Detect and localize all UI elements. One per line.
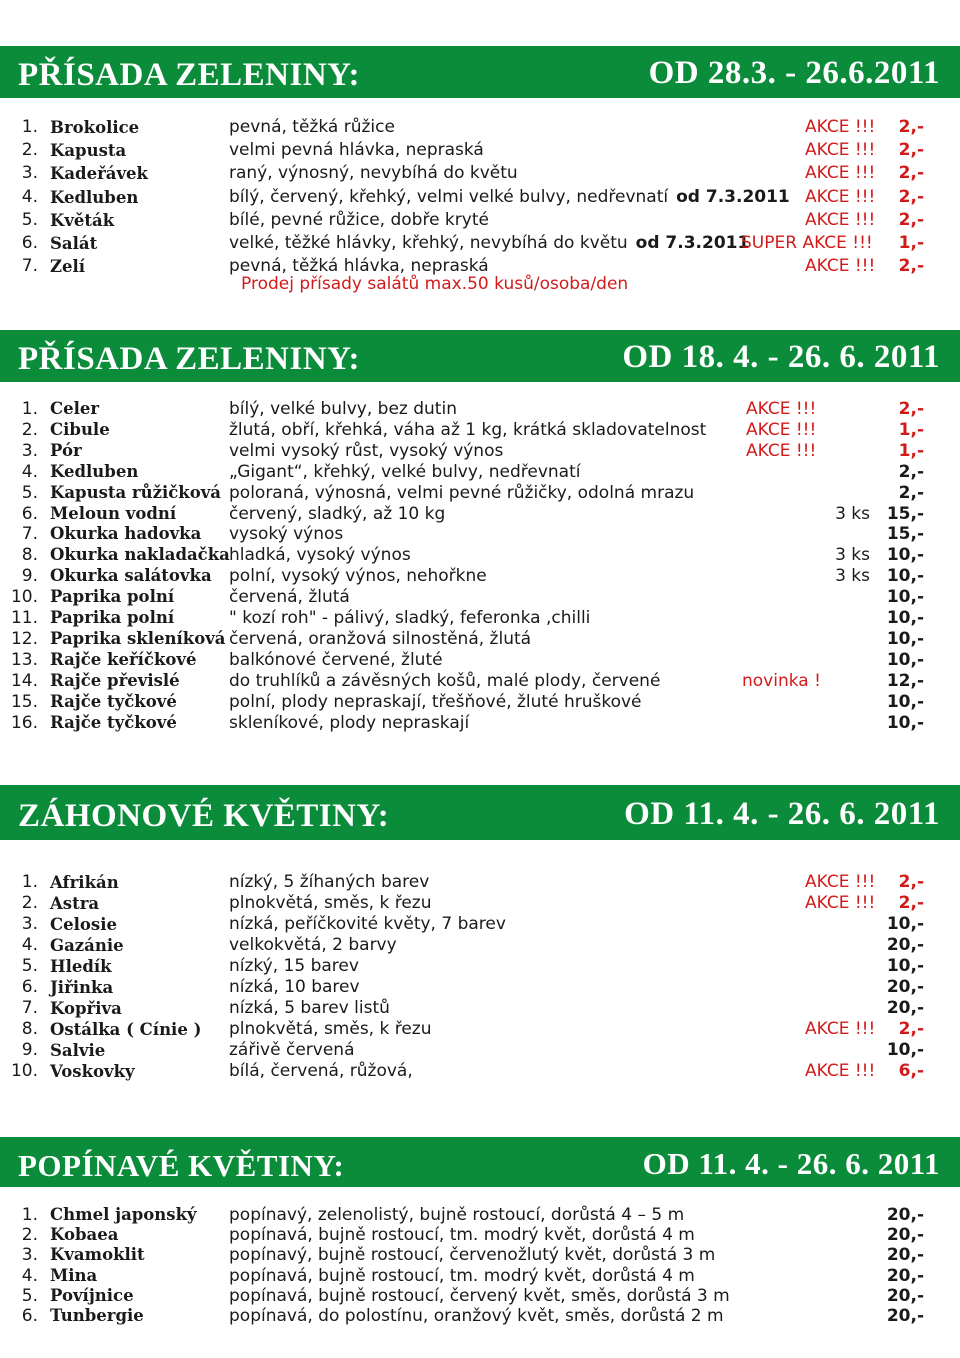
item-description-text: plnokvětá, směs, k řezu xyxy=(229,893,432,913)
item-number: 2. xyxy=(21,893,38,913)
item-description xyxy=(229,1061,413,1082)
item-description xyxy=(229,692,642,713)
item-number: 4. xyxy=(21,186,38,207)
item-price: 10,- xyxy=(886,566,924,587)
list-item xyxy=(0,629,960,650)
item-price: 2,- xyxy=(898,117,924,137)
list-item xyxy=(0,116,960,139)
item-name: Mina xyxy=(50,1265,98,1285)
item-name: Cibule xyxy=(50,419,110,439)
item-description xyxy=(229,209,489,232)
item-description xyxy=(229,1266,695,1286)
item-description-text: skleníkové, plody nepraskají xyxy=(229,712,470,733)
item-name: Kobaea xyxy=(50,1225,119,1245)
item-name: Kadeřávek xyxy=(50,164,148,184)
list-item xyxy=(0,139,960,162)
item-name: Salát xyxy=(50,234,98,253)
item-quantity: 3 ks xyxy=(835,545,870,566)
item-number: 5. xyxy=(21,209,38,230)
item-name: Ostálka ( Cínie ) xyxy=(50,1020,202,1039)
list-item xyxy=(0,998,960,1019)
item-number: 2. xyxy=(21,419,38,440)
item-description xyxy=(229,629,531,650)
item-price: 20,- xyxy=(886,1306,924,1326)
section-title: POPÍNAVÉ KVĚTINY: xyxy=(18,1148,345,1184)
list-item xyxy=(0,1019,960,1040)
item-name: Rajče tyčkové xyxy=(50,712,177,732)
item-number: 15. xyxy=(10,691,38,712)
list-item xyxy=(0,608,960,629)
list-item xyxy=(0,232,960,255)
item-description-text: zářivě červená xyxy=(229,1040,355,1060)
item-price: 10,- xyxy=(886,914,924,934)
item-description xyxy=(229,587,350,608)
item-price: 2,- xyxy=(898,872,924,892)
item-description xyxy=(229,483,694,504)
item-description xyxy=(229,504,445,525)
list-item xyxy=(0,441,960,462)
item-price: 20,- xyxy=(886,1205,924,1225)
item-price: 10,- xyxy=(886,1040,924,1060)
item-name: Kopřiva xyxy=(50,999,122,1018)
item-name: Květák xyxy=(50,210,115,230)
item-number: 5. xyxy=(21,1285,38,1306)
item-price: 10,- xyxy=(886,649,924,670)
item-promo-tag: AKCE !!! xyxy=(805,872,876,892)
section-title: ZÁHONOVÉ KVĚTINY: xyxy=(18,797,390,834)
item-price: 2,- xyxy=(898,186,924,207)
item-name: Kapusta růžičková xyxy=(50,482,222,502)
list-item xyxy=(0,1040,960,1061)
item-description-text: červená, žlutá xyxy=(229,587,350,608)
item-description xyxy=(229,566,487,587)
item-number: 11. xyxy=(10,608,38,628)
item-name: Kedluben xyxy=(50,461,139,481)
item-description-text: do truhlíků a závěsných košů, malé plody, červené xyxy=(229,670,661,691)
list-item xyxy=(0,1286,960,1306)
item-description xyxy=(229,914,506,935)
item-price: 10,- xyxy=(886,628,924,649)
item-price: 1,- xyxy=(898,233,924,253)
item-number: 1. xyxy=(21,399,38,419)
list-item xyxy=(0,186,960,209)
item-number: 5. xyxy=(21,956,38,976)
item-name: Okurka salátovka xyxy=(50,566,212,586)
item-promo-tag: AKCE !!! xyxy=(805,256,876,277)
item-number: 14. xyxy=(10,670,38,691)
item-description xyxy=(229,399,457,420)
item-number: 7. xyxy=(21,256,38,277)
item-description xyxy=(229,524,343,545)
item-description xyxy=(229,462,580,483)
list-item xyxy=(0,692,960,713)
item-name: Kvamoklit xyxy=(50,1245,145,1265)
item-name: Hledík xyxy=(50,957,112,976)
item-price: 10,- xyxy=(886,608,924,628)
item-description-text: bílý, velké bulvy, bez dutin xyxy=(229,399,457,419)
item-price: 20,- xyxy=(886,1245,924,1266)
item-price: 2,- xyxy=(898,256,924,277)
item-description xyxy=(229,1019,432,1040)
item-price: 15,- xyxy=(886,503,924,524)
item-price: 6,- xyxy=(898,1061,924,1081)
item-number: 16. xyxy=(10,712,38,733)
section-banner xyxy=(0,46,960,98)
item-quantity: 3 ks xyxy=(835,503,870,524)
item-description-text: popínavý, zelenolistý, bujně rostoucí, dorůstá 4 – 5 m xyxy=(229,1205,685,1225)
item-description-text: vysoký výnos xyxy=(229,524,344,545)
item-promo-tag: AKCE !!! xyxy=(805,1019,876,1039)
item-name: Paprika polní xyxy=(50,608,175,627)
list-item xyxy=(0,420,960,441)
item-description xyxy=(229,872,429,893)
item-price: 2,- xyxy=(898,399,924,419)
item-name: Meloun vodní xyxy=(50,503,177,523)
list-item xyxy=(0,713,960,734)
item-price: 1,- xyxy=(898,419,924,440)
item-price: 12,- xyxy=(886,670,924,691)
item-number: 7. xyxy=(21,524,38,545)
item-description-text: velmi pevná hlávka, nepraská xyxy=(229,140,484,161)
item-description xyxy=(229,650,443,671)
item-description xyxy=(229,1306,724,1326)
item-description xyxy=(229,186,790,209)
item-description-text: bílá, červená, růžová, xyxy=(229,1061,413,1081)
item-number: 2. xyxy=(21,140,38,161)
item-number: 6. xyxy=(21,233,38,253)
list-item xyxy=(0,977,960,998)
item-number: 4. xyxy=(21,1265,38,1286)
item-number: 6. xyxy=(21,503,38,524)
section-title: PŘÍSADA ZELENINY: xyxy=(18,341,360,378)
list-item xyxy=(0,209,960,232)
item-description-text: červený, sladký, až 10 kg xyxy=(229,503,446,524)
item-date-note: od 7.3.2011 xyxy=(635,233,750,253)
item-description xyxy=(229,139,484,162)
item-description xyxy=(229,1225,695,1245)
list-item xyxy=(0,893,960,914)
item-description-text: nízká, 10 barev xyxy=(229,977,360,997)
item-number: 6. xyxy=(21,1306,38,1326)
item-description xyxy=(229,671,660,692)
item-price: 20,- xyxy=(886,1285,924,1306)
list-item xyxy=(0,650,960,671)
item-number: 3. xyxy=(21,1245,38,1266)
item-date-note: od 7.3.2011 xyxy=(676,186,790,207)
item-price: 2,- xyxy=(898,140,924,161)
item-description xyxy=(229,420,706,441)
item-description-text: polorаná, výnosná, velmi pevné růžičky, odolná mrazu xyxy=(229,482,695,503)
item-description-text: velmi vysoký růst, vysoký výnos xyxy=(229,440,504,461)
item-description xyxy=(229,956,359,977)
item-description xyxy=(229,1245,715,1265)
item-price: 10,- xyxy=(886,956,924,976)
item-quantity: 3 ks xyxy=(835,566,870,587)
list-item xyxy=(0,1225,960,1245)
item-price: 10,- xyxy=(886,712,924,733)
item-number: 3. xyxy=(21,163,38,184)
item-promo-tag: AKCE !!! xyxy=(805,893,876,913)
item-description-text: popínavý, bujně rostoucí, červenožlutý květ, dorůstá 3 m xyxy=(229,1245,716,1266)
item-number: 7. xyxy=(21,998,38,1018)
item-promo-tag: SUPER AKCE !!! xyxy=(741,233,873,253)
item-description-text: bílý, červený, křehký, velmi velké bulvy, nedřevnatí xyxy=(229,186,669,207)
item-price: 2,- xyxy=(898,893,924,913)
list-item xyxy=(0,504,960,525)
item-name: Kapusta xyxy=(50,141,127,161)
list-item xyxy=(0,566,960,587)
item-description-text: popínavá, bujně rostoucí, tm. modrý květ, dorůstá 4 m xyxy=(229,1225,695,1246)
item-number: 8. xyxy=(21,545,38,566)
item-description-text: nízká, 5 barev listů xyxy=(229,998,390,1018)
item-description xyxy=(229,977,360,998)
section-date: OD 18. 4. - 26. 6. 2011 xyxy=(622,339,940,376)
item-price: 1,- xyxy=(898,440,924,461)
item-name: Kedluben xyxy=(50,187,139,207)
list-item xyxy=(0,1061,960,1082)
item-price: 10,- xyxy=(886,691,924,712)
item-promo-tag: novinka ! xyxy=(742,670,821,691)
item-name: Okurka nakladačka xyxy=(50,545,230,565)
item-promo-tag: AKCE !!! xyxy=(805,163,876,184)
item-description-text: polní, vysoký výnos, nehořkne xyxy=(229,566,487,587)
item-description xyxy=(229,893,432,914)
item-promo-tag: AKCE !!! xyxy=(805,1061,876,1081)
item-promo-tag: AKCE !!! xyxy=(746,399,817,419)
item-name: Tunbergie xyxy=(50,1306,144,1325)
item-name: Povíjnice xyxy=(50,1285,134,1305)
list-item xyxy=(0,587,960,608)
item-name: Rajče tyčkové xyxy=(50,691,177,711)
item-description xyxy=(229,935,397,956)
list-item xyxy=(0,1266,960,1286)
list-item xyxy=(0,956,960,977)
item-price: 2,- xyxy=(898,209,924,230)
section-banner xyxy=(0,1137,960,1187)
list-item xyxy=(0,545,960,566)
item-name: Rajče keříčkové xyxy=(50,649,197,669)
item-price: 20,- xyxy=(886,1265,924,1286)
item-price: 2,- xyxy=(898,163,924,184)
item-number: 4. xyxy=(21,935,38,955)
item-name: Zelí xyxy=(50,257,86,277)
item-description xyxy=(229,441,503,462)
item-number: 2. xyxy=(21,1225,38,1246)
list-item xyxy=(0,1306,960,1326)
item-description xyxy=(229,1205,684,1225)
item-price: 20,- xyxy=(886,935,924,955)
item-description-text: popínavá, bujně rostoucí, červený květ, směs, dorůstá 3 m xyxy=(229,1285,730,1306)
item-name: Voskovky xyxy=(50,1062,135,1081)
item-description-text: velkokvětá, 2 barvy xyxy=(229,935,397,955)
item-description-text: balkónové červené, žluté xyxy=(229,649,443,670)
item-number: 9. xyxy=(21,1040,38,1060)
list-item xyxy=(0,399,960,420)
section-date: OD 11. 4. - 26. 6. 2011 xyxy=(642,1146,940,1182)
item-description-text: „Gigant“, křehký, velké bulvy, nedřevnatí xyxy=(229,461,581,482)
item-description-text: popínavá, bujně rostoucí, tm. modrý květ, dorůstá 4 m xyxy=(229,1265,695,1286)
item-description-text: " kozí roh" - pálivý, sladký, feferonka ,chilli xyxy=(229,608,591,628)
item-description-text: pevná, těžká růžice xyxy=(229,117,395,137)
item-price: 2,- xyxy=(898,482,924,503)
item-number: 4. xyxy=(21,461,38,482)
item-description-text: žlutá, obří, křehká, váha až 1 kg, krátká skladovatelnost xyxy=(229,419,707,440)
item-description-text: plnokvětá, směs, k řezu xyxy=(229,1019,432,1039)
list-item xyxy=(0,872,960,893)
item-description xyxy=(229,998,390,1019)
item-number: 1. xyxy=(21,872,38,892)
item-description-text: nízká, peříčkovité květy, 7 barev xyxy=(229,914,506,934)
item-description xyxy=(229,1040,354,1061)
section-note: Prodej přísady salátů max.50 kusů/osoba/den xyxy=(241,274,629,294)
item-number: 12. xyxy=(10,628,38,649)
item-name: Jiřinka xyxy=(50,978,114,997)
list-item xyxy=(0,1245,960,1265)
item-name: Astra xyxy=(50,894,100,913)
item-number: 1. xyxy=(21,1205,38,1225)
item-name: Rajče převislé xyxy=(50,670,180,690)
item-name: Salvie xyxy=(50,1041,106,1060)
item-description-text: nízký, 15 barev xyxy=(229,956,359,976)
item-description-text: nízký, 5 žíhaných barev xyxy=(229,872,430,892)
item-price: 10,- xyxy=(886,545,924,566)
list-item xyxy=(0,462,960,483)
item-description xyxy=(229,232,749,255)
item-description-text: červená, oranžová silnostěná, žlutá xyxy=(229,628,532,649)
item-number: 3. xyxy=(21,440,38,461)
item-name: Afrikán xyxy=(50,873,119,892)
list-item xyxy=(0,162,960,185)
item-description xyxy=(229,162,518,185)
item-description-text: velké, těžké hlávky, křehký, nevybíhá do květu xyxy=(229,233,628,253)
list-item xyxy=(0,483,960,504)
item-name: Chmel japonský xyxy=(50,1205,197,1224)
item-description-text: popínavá, do polostínu, oranžový květ, směs, dorůstá 2 m xyxy=(229,1306,724,1326)
item-name: Celer xyxy=(50,399,100,418)
item-promo-tag: AKCE !!! xyxy=(805,186,876,207)
list-item xyxy=(0,914,960,935)
item-number: 10. xyxy=(10,1061,38,1081)
section-title: PŘÍSADA ZELENINY: xyxy=(18,57,360,94)
list-item xyxy=(0,671,960,692)
item-description-text: hladká, vysoký výnos xyxy=(229,545,411,566)
section-date: OD 28.3. - 26.6.2011 xyxy=(648,55,940,92)
item-price: 20,- xyxy=(886,1225,924,1246)
item-description xyxy=(229,713,469,734)
item-description xyxy=(229,116,395,139)
item-number: 5. xyxy=(21,482,38,503)
item-price: 2,- xyxy=(898,1019,924,1039)
item-promo-tag: AKCE !!! xyxy=(805,117,876,137)
section-banner xyxy=(0,330,960,382)
list-item xyxy=(0,1205,960,1225)
item-description xyxy=(229,545,411,566)
item-price: 20,- xyxy=(886,998,924,1018)
item-description-text: pevná, těžká hlávka, nepraská xyxy=(229,256,489,277)
item-promo-tag: AKCE !!! xyxy=(805,209,876,230)
item-price: 10,- xyxy=(886,587,924,608)
item-name: Pór xyxy=(50,440,82,460)
list-item xyxy=(0,524,960,545)
item-name: Brokolice xyxy=(50,118,140,137)
item-description-text: bílé, pevné růžice, dobře kryté xyxy=(229,209,489,230)
item-price: 2,- xyxy=(898,461,924,482)
item-description xyxy=(229,608,590,629)
item-promo-tag: AKCE !!! xyxy=(746,440,817,461)
item-number: 3. xyxy=(21,914,38,934)
item-number: 13. xyxy=(10,649,38,670)
item-price: 15,- xyxy=(886,524,924,545)
item-number: 1. xyxy=(21,117,38,137)
item-promo-tag: AKCE !!! xyxy=(746,419,817,440)
section-banner xyxy=(0,785,960,840)
item-description-text: polní, plody nepraskají, třešňové, žluté hruškové xyxy=(229,691,642,712)
item-name: Okurka hadovka xyxy=(50,524,202,544)
item-description-text: raný, výnosný, nevybíhá do květu xyxy=(229,163,518,184)
item-name: Paprika skleníková xyxy=(50,628,226,648)
item-description xyxy=(229,1286,730,1306)
item-number: 8. xyxy=(21,1019,38,1039)
list-item xyxy=(0,935,960,956)
item-name: Celosie xyxy=(50,915,117,934)
item-number: 10. xyxy=(10,587,38,608)
section-date: OD 11. 4. - 26. 6. 2011 xyxy=(624,795,940,832)
item-name: Paprika polní xyxy=(50,587,175,607)
item-number: 9. xyxy=(21,566,38,587)
item-name: Gazánie xyxy=(50,936,124,955)
item-price: 20,- xyxy=(886,977,924,997)
item-promo-tag: AKCE !!! xyxy=(805,140,876,161)
item-number: 6. xyxy=(21,977,38,997)
